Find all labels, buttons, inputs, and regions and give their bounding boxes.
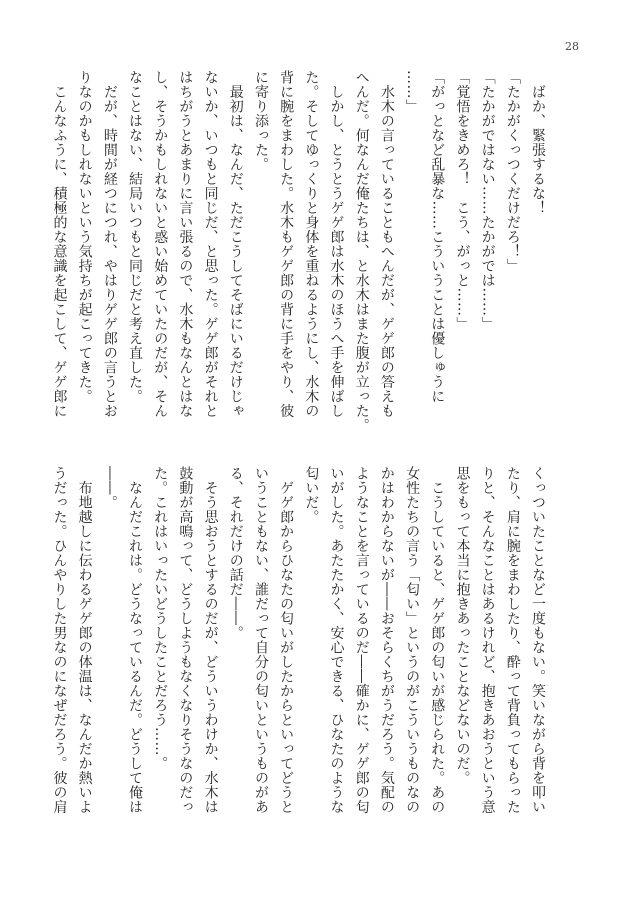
text-column: 鼓動が高鳴って、どうしようもなくなりそうなのだっ	[177, 466, 194, 814]
text-column: はちがうとあまりに言い張るので、水木もなんとはな	[177, 70, 194, 418]
page-number: 28	[565, 40, 579, 53]
text-column: ……」	[404, 70, 421, 114]
text-column: に寄り添った。	[252, 70, 269, 172]
text-column: りなのかもしれないという気持ちが起こってきた。	[76, 70, 93, 404]
text-column: かはわからないが――おそらくちがうだろう。気配の	[378, 466, 395, 814]
text-column: りと、そんなことはあるけれど、抱きあおうという意	[479, 466, 496, 814]
text-column: た。これはいったいどうしたことだろう……。	[152, 466, 169, 771]
text-column: いがした。あたたかく、安心できる、ひなたのような	[328, 466, 345, 814]
text-column: こんなふうに、積極的な意識を起こして、ゲゲ郎に	[51, 70, 68, 418]
text-column: だが、時間が経つにつれ、やはりゲゲ郎の言うとお	[101, 70, 118, 418]
text-column: しかし、とうとうゲゲ郎は水木のほうへ手を伸ばし	[328, 70, 345, 418]
text-column: 水木の言っていることもへんだが、ゲゲ郎の答えも	[378, 70, 395, 418]
text-column: ないか、いつもと同じだ、と思った。ゲゲ郎がそれと	[202, 70, 219, 418]
text-column: 思をもって本当に抱きあったことなどないのだ。	[454, 466, 471, 785]
text-column: そう思おうとするのだが、どういうわけか、水木は	[202, 466, 219, 814]
text-column: 「たかがくっつくだけだろ！」	[504, 70, 521, 273]
text-column: 最初は、なんだ、ただこうしてそばにいるだけじゃ	[227, 70, 244, 418]
text-column: 匂いだ。	[303, 466, 320, 524]
text-block-bottom	[42, 466, 546, 831]
text-column: なことはない、結局いつもと同じだと考え直した。	[127, 70, 143, 404]
text-column: る、それだけの話だ――。	[227, 466, 244, 640]
text-column: くっついたことなど一度もない。笑いながら背を叩い	[530, 466, 546, 814]
text-column: 「がっとなど乱暴な……こういうことは優しゅうに	[429, 70, 446, 404]
text-column: た。そしてゆっくりと身体を重ねるようにし、水木の	[303, 70, 320, 418]
text-column: し、そうかもしれないと惑い始めていたのだが、そん	[152, 70, 169, 418]
text-column: 布地越しに伝わるゲゲ郎の体温は、なんだか熱いよ	[76, 466, 93, 814]
text-column: 背に腕をまわした。水木もゲゲ郎の背に手をやり、彼	[278, 70, 295, 418]
text-column: ようなことを言っているのだ――確かに、ゲゲ郎の匂	[353, 466, 370, 814]
text-column: いうこともない、誰だって自分の匂いというものがあ	[252, 466, 269, 814]
text-column: 「覚悟をきめろ！ こう、がっと……」	[454, 70, 471, 331]
text-column: なんだこれは。どうなっているんだ。どうして俺は	[127, 466, 143, 814]
text-column: たり、肩に腕をまわしたり、酔って背負ってもらった	[504, 466, 521, 814]
text-column: ――。	[101, 466, 118, 510]
text-column: へんだ。何なんだ俺たちは、と水木はまた腹が立った。	[353, 70, 370, 433]
text-block-top	[42, 70, 546, 435]
text-column: ゲゲ郎からひなたの匂いがしたからといってどうと	[278, 466, 295, 814]
text-column: ばか、緊張するな！	[530, 70, 546, 215]
text-column: 「たかがではない……たかがでは……」	[479, 70, 496, 331]
text-column: うだった。ひんやりした男なのになぜだろう。彼の肩	[51, 466, 68, 814]
text-column: 女性たちの言う「匂い」というのがこういうものなの	[404, 466, 421, 814]
text-column: こうしていると、ゲゲ郎の匂いが感じられた。あの	[429, 466, 446, 814]
